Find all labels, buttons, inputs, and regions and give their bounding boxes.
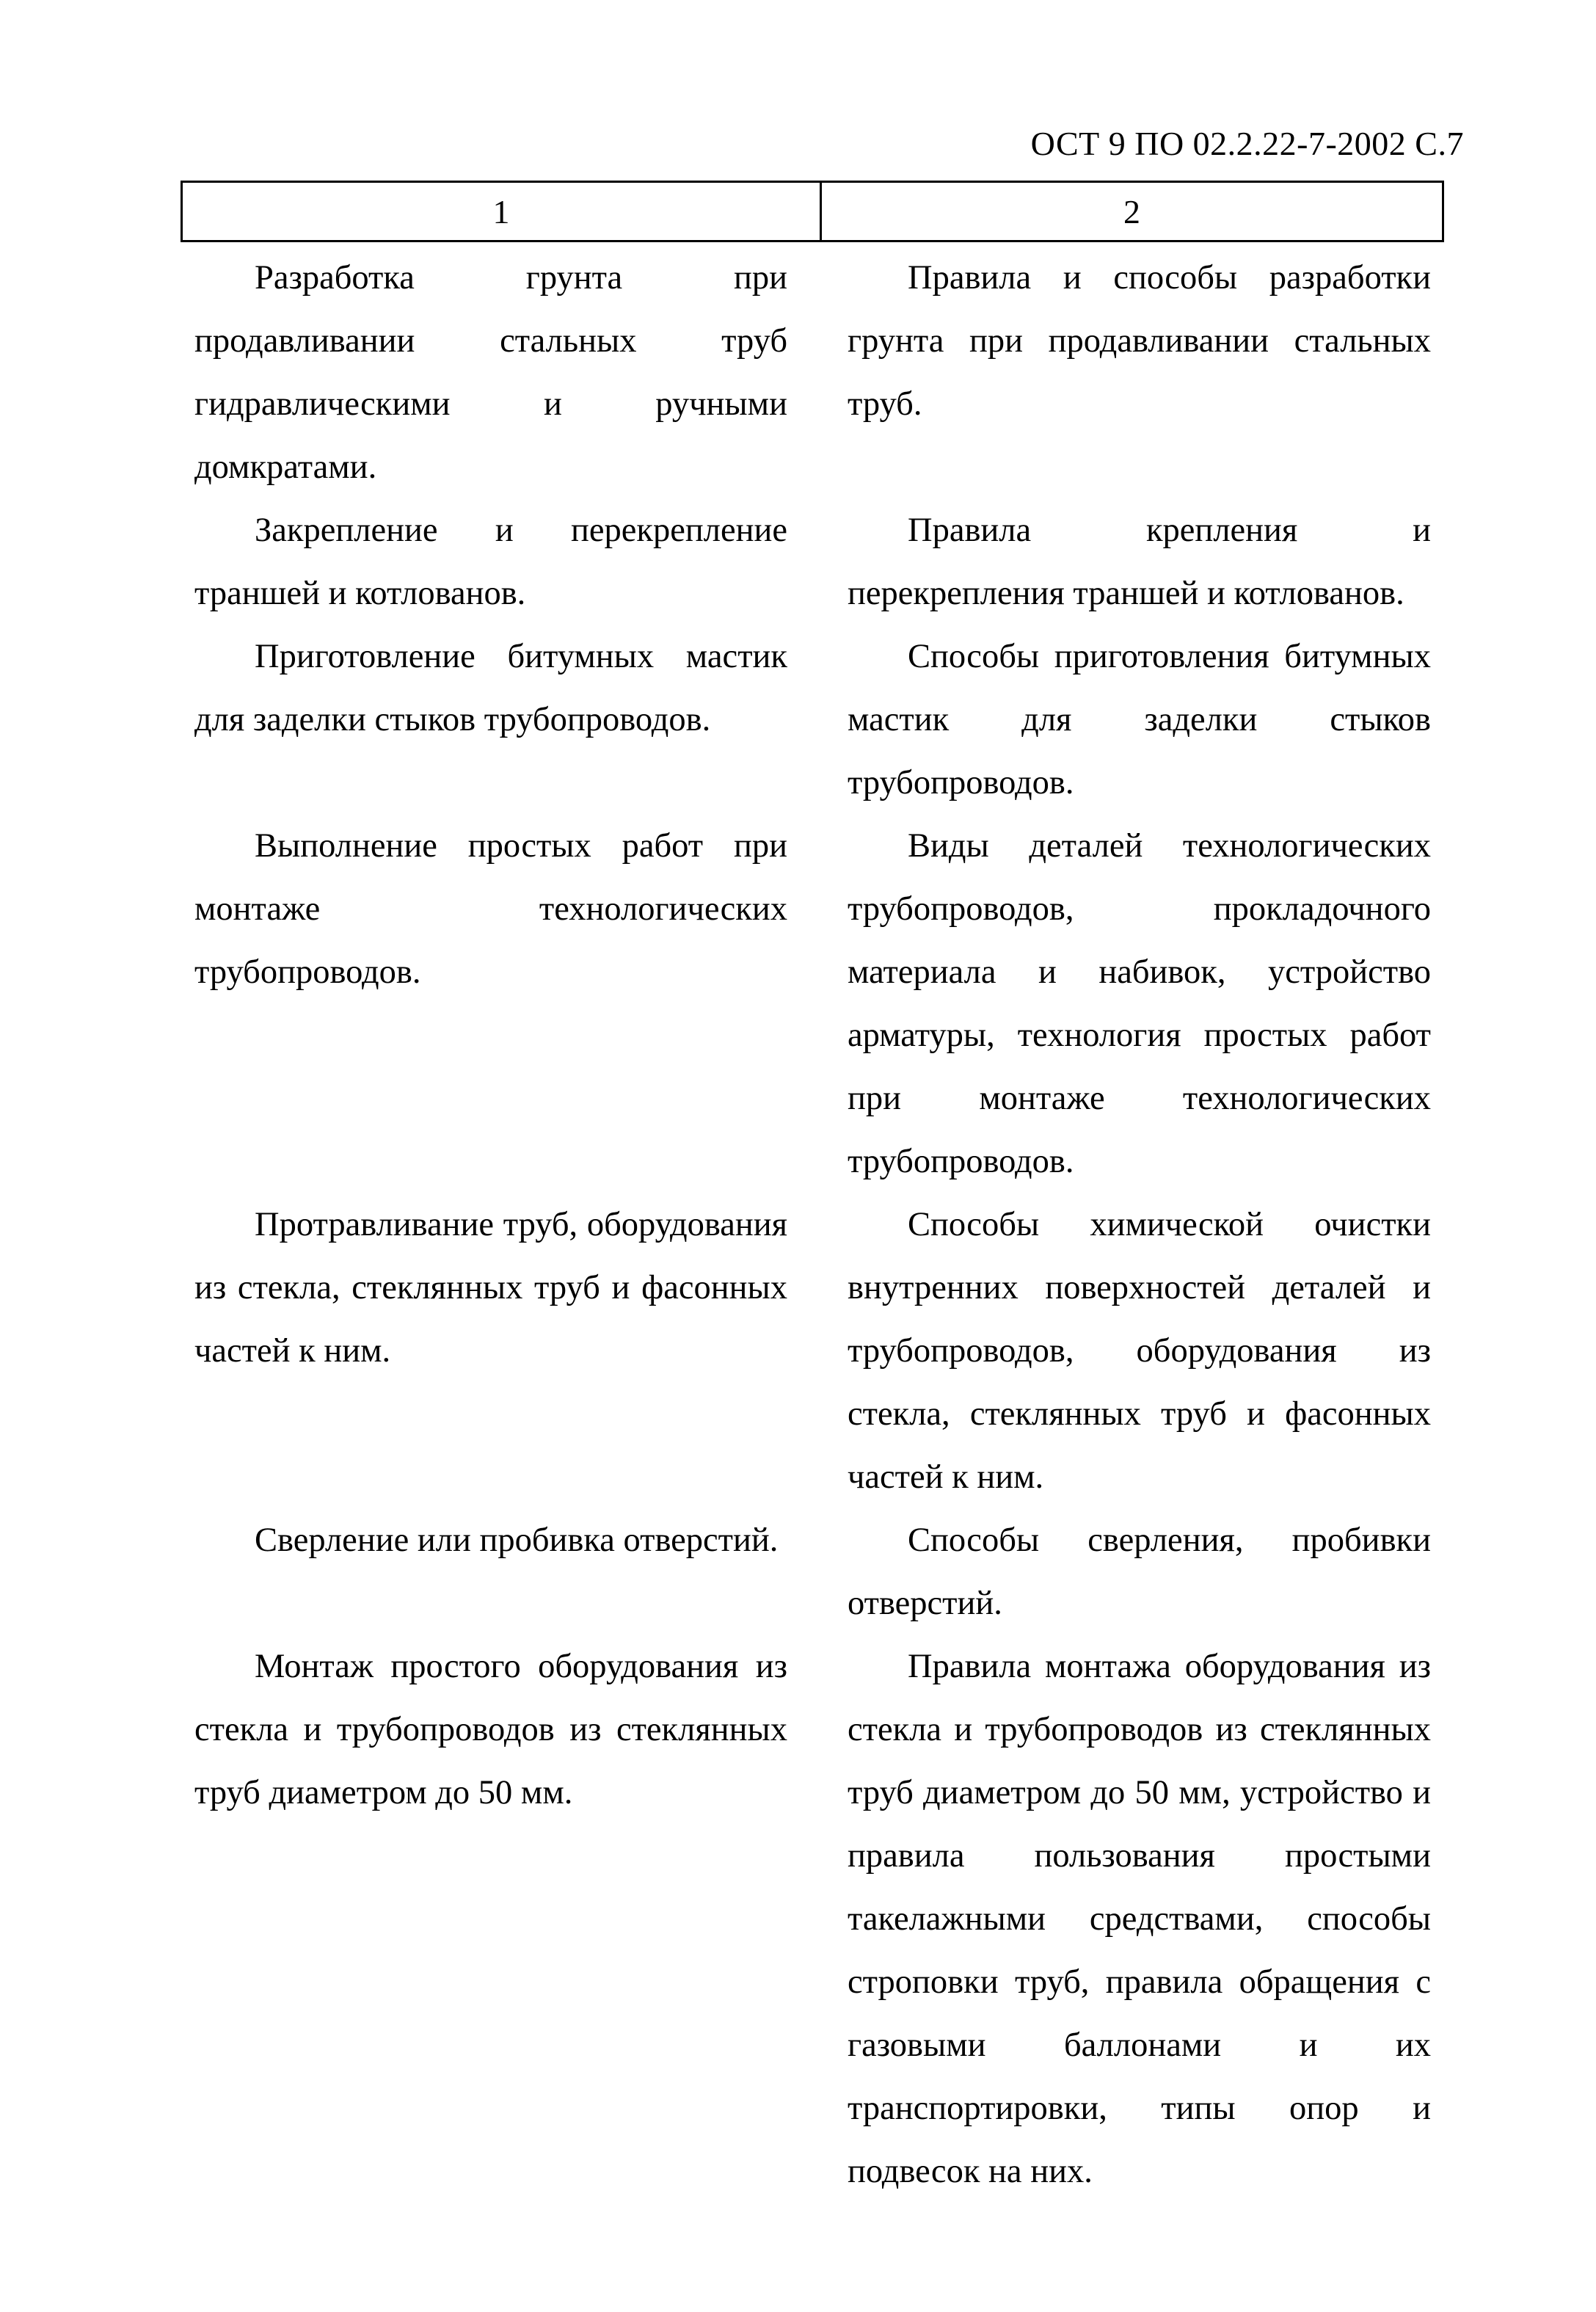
table-cell-knowledge: Правила и способы разработки грунта при продавливании стальных труб. <box>848 259 1431 423</box>
column-header-1: 1 <box>183 183 822 240</box>
table-cell-work: Протравливание труб, оборудования из стекла, стеклянных труб и фасонных частей к ним. <box>194 1206 787 1370</box>
table-row <box>194 247 1431 499</box>
document-code-header: ОСТ 9 ПО 02.2.22-7-2002 С.7 <box>1030 125 1464 162</box>
table-cell-work: Сверление или пробивка отверстий. <box>255 1522 779 1559</box>
table-cell-work: Монтаж простого оборудования из стекла и трубопроводов из стеклянных труб диаметром до 50 мм. <box>194 1648 787 1811</box>
table-cell-knowledge: Способы химической очистки внутренних поверхностей деталей и трубопроводов, оборудования из стекла, стеклянных труб и фасонных частей к ним. <box>848 1206 1431 1496</box>
table-cell-knowledge: Способы приготовления битумных мастик для заделки стыков трубопроводов. <box>848 638 1431 801</box>
table-row <box>194 1635 1431 2203</box>
table-cell-knowledge: Правила монтажа оборудования из стекла и трубопроводов из стеклянных труб диаметром до 50 мм, устройство и правила пользования простыми такелажными средствами, способы строповки труб, правила обращения с газовыми баллонами и их транспортировки, типы опор и подвесок на них. <box>848 1648 1431 2190</box>
table-cell-knowledge: Виды деталей технологических трубопроводов, прокладочного материала и набивок, устройство арматуры, технология простых работ при монтаже технологических трубопроводов. <box>848 827 1431 1180</box>
table-cell-work: Выполнение простых работ при монтаже технологических трубопроводов. <box>194 827 787 991</box>
table-row <box>194 1193 1431 1509</box>
column-header-row <box>181 181 1444 242</box>
table-row <box>194 815 1431 1193</box>
table-row <box>194 499 1431 625</box>
table-cell-work: Приготовление битумных мастик для заделки стыков трубопроводов. <box>194 638 787 738</box>
table-cell-work: Закрепление и перекрепление траншей и котлованов. <box>194 512 787 612</box>
table-cell-knowledge: Правила крепления и перекрепления траншей и котлованов. <box>848 512 1431 612</box>
table-body <box>194 247 1431 2203</box>
table-cell-knowledge: Способы сверления, пробивки отверстий. <box>848 1522 1431 1622</box>
table-cell-work: Разработка грунта при продавливании стальных труб гидравлическими и ручными домкратами. <box>194 259 787 486</box>
table-row <box>194 1509 1431 1635</box>
table-row <box>194 625 1431 815</box>
column-header-2: 2 <box>1123 192 1140 230</box>
